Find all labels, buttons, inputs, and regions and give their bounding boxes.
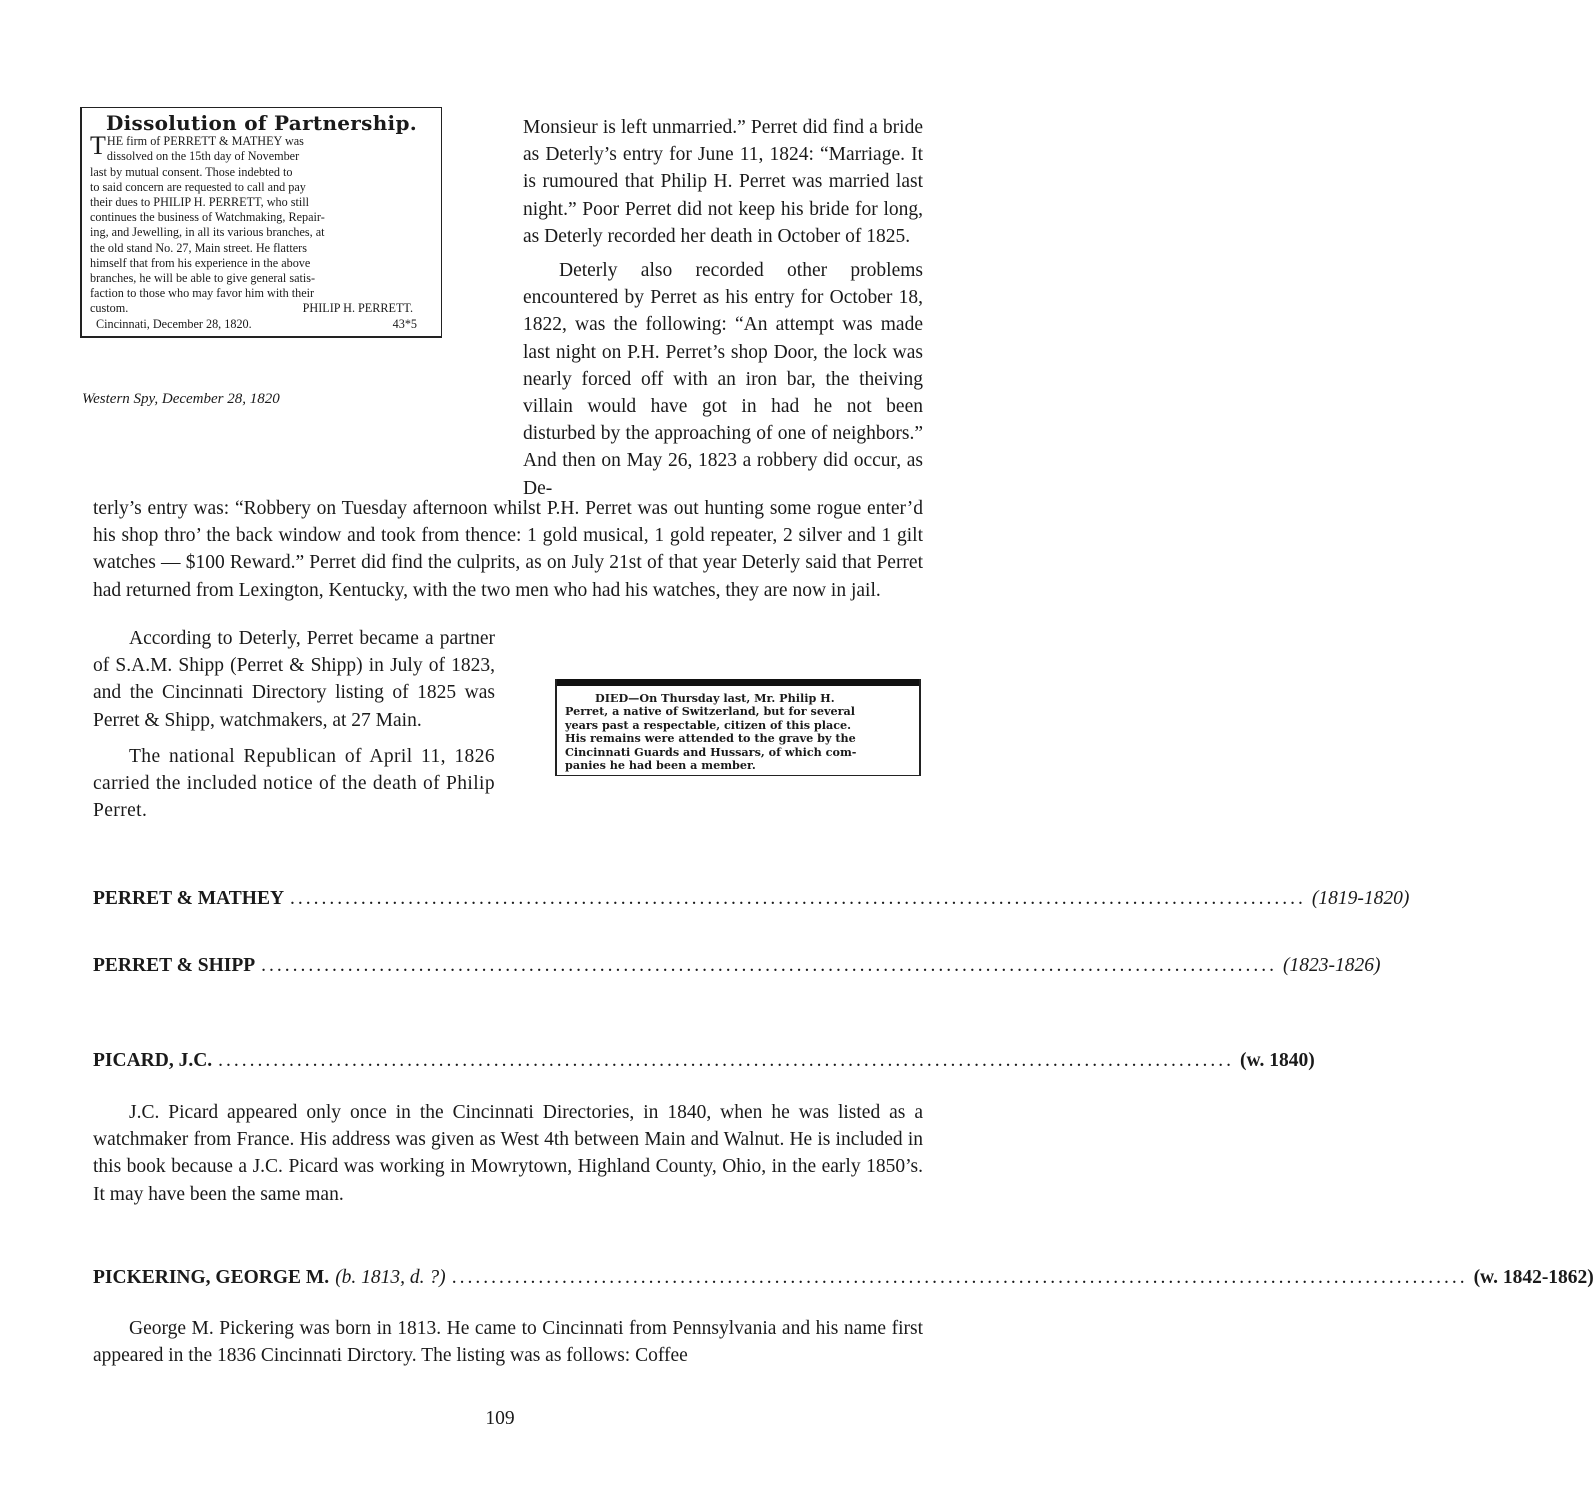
dissolution-advertisement bbox=[80, 107, 442, 338]
advertisement-title: Dissolution of Partnership. bbox=[105, 111, 417, 135]
leader-dots: ................................................................................................................................. bbox=[451, 1267, 1468, 1288]
ad-line: himself that from his experience in the above bbox=[90, 255, 311, 270]
notice-line: panies he had been a member. bbox=[565, 758, 756, 773]
notice-line: Perret, a native of Switzerland, but for several bbox=[565, 704, 855, 719]
entry-heading bbox=[93, 1264, 1594, 1291]
ad-line: continues the business of Watchmaking, Repair- bbox=[90, 210, 325, 225]
ad-signature: PHILIP H. PERRETT. bbox=[302, 301, 413, 316]
leader-dots: ................................................................................................................................. bbox=[218, 1050, 1235, 1071]
ad-line: to said concern are requested to call and pay bbox=[90, 179, 306, 194]
entry-heading bbox=[93, 885, 1410, 912]
entry-name: PERRET & SHIPP bbox=[93, 955, 256, 976]
entry-life: (b. 1813, d. ?) bbox=[335, 1267, 446, 1288]
ad-line: last by mutual consent. Those indebted to bbox=[90, 164, 293, 179]
ad-place-date: Cincinnati, December 28, 1820. bbox=[96, 316, 252, 331]
entry-name: PERRET & MATHEY bbox=[93, 888, 285, 909]
ad-line: the old stand No. 27, Main street. He flatters bbox=[90, 240, 307, 255]
notice-line: His remains were attended to the grave by the bbox=[565, 731, 856, 746]
paragraph: Deterly also recorded other problems encountered by Perret as his entry for October 18, 1822, was the following: “An attempt was made last night on P.H. Perret’s shop Door, the lock was nearly forced off with an iron bar, the theiving villain would have got in had he not been disturbed by the approaching of one of neighbors.” And then on May 26, 1823 a robbery did occur, as De- bbox=[523, 260, 923, 499]
entry-dates: (1823-1826) bbox=[1283, 955, 1381, 976]
notice-line: Cincinnati Guards and Hussars, of which com- bbox=[565, 744, 857, 759]
entry-heading bbox=[93, 1047, 1315, 1074]
death-notice bbox=[555, 679, 921, 776]
ad-code: 43*5 bbox=[392, 316, 417, 331]
notice-line: years past a respectable, citizen of this place. bbox=[565, 717, 852, 732]
ad-line: branches, he will be able to give general satis- bbox=[90, 271, 316, 286]
paragraph: According to Deterly, Perret became a partner of S.A.M. Shipp (Perret & Shipp) in July of 1823, and the Cincinnati Directory listing of 1825 was Perret & Shipp, watchmakers, at 27 Main. bbox=[93, 628, 495, 731]
ad-signoff bbox=[90, 301, 433, 316]
leader-dots: ................................................................................................................................. bbox=[261, 955, 1278, 976]
notice-line: DIED—On Thursday last, Mr. Philip H. bbox=[595, 691, 835, 705]
entry-name: PICKERING, GEORGE M. bbox=[93, 1267, 330, 1288]
paragraph: Monsieur is left unmarried.” Perret did find a bride as Deterly’s entry for June 11, 1824: “Marriage. It is rumoured that Philip H. Perret was married last night.” Poor Perret did not keep his bride for long, as Deterly recorded her death in October of 1825. bbox=[523, 117, 923, 247]
picard-paragraph: J.C. Picard appeared only once in the Cincinnati Directories, in 1840, when he was listed as a watchmaker from France. His address was given as West 4th between Main and Walnut. He is included in this book because a J.C. Picard was working in Mowrytown, Highland County, Ohio, in the early 1850’s. It may have been the same man. bbox=[93, 1102, 923, 1205]
entry-dates: (w. 1842-1862) bbox=[1473, 1267, 1594, 1288]
notice-rule bbox=[557, 679, 919, 686]
ad-dateline bbox=[90, 317, 433, 332]
ad-line: ing, and Jewelling, in all its various branches, at bbox=[90, 225, 325, 240]
advertisement-body bbox=[90, 131, 433, 332]
ad-line: HE firm of PERRETT & MATHEY was bbox=[106, 134, 304, 149]
ad-custom: custom. bbox=[90, 301, 129, 316]
entry-name: PICARD, J.C. bbox=[93, 1050, 213, 1071]
ad-line: faction to those who may favor him with their bbox=[90, 286, 315, 301]
leader-dots: ................................................................................................................................. bbox=[290, 888, 1306, 909]
entry-dates: (w. 1840) bbox=[1240, 1050, 1315, 1071]
ad-line: their dues to PHILIP H. PERRETT, who still bbox=[90, 195, 310, 210]
advertisement-caption: Western Spy, December 28, 1820 bbox=[82, 391, 280, 407]
pickering-paragraph: George M. Pickering was born in 1813. He came to Cincinnati from Pennsylvania and his name first appeared in the 1836 Cincinnati Dirctory. The listing was as follows: Coffee bbox=[93, 1318, 923, 1367]
paragraph: The national Republican of April 11, 1826 carried the included notice of the death of Philip Perret. bbox=[93, 745, 495, 822]
paragraph-continuation: terly’s entry was: “Robbery on Tuesday afternoon whilst P.H. Perret was out hunting some rogue enter’d his shop thro’ the back window and took from thence: 1 gold musical, 1 gold repeater, 2 silver and 1 gilt watches — $100 Reward.” Perret did find the culprits, as on July 21st of that year Deterly said that Perret had returned from Lexington, Kentucky, with the two men who had his watches, they are now in jail. bbox=[93, 498, 923, 601]
ad-line: dissolved on the 15th day of November bbox=[106, 149, 300, 164]
left-column bbox=[93, 625, 495, 824]
page-number: 109 bbox=[485, 1408, 515, 1429]
drop-cap: T bbox=[90, 131, 106, 161]
entry-dates: (1819-1820) bbox=[1311, 888, 1410, 909]
entry-heading bbox=[93, 952, 1381, 979]
right-column bbox=[523, 114, 923, 502]
